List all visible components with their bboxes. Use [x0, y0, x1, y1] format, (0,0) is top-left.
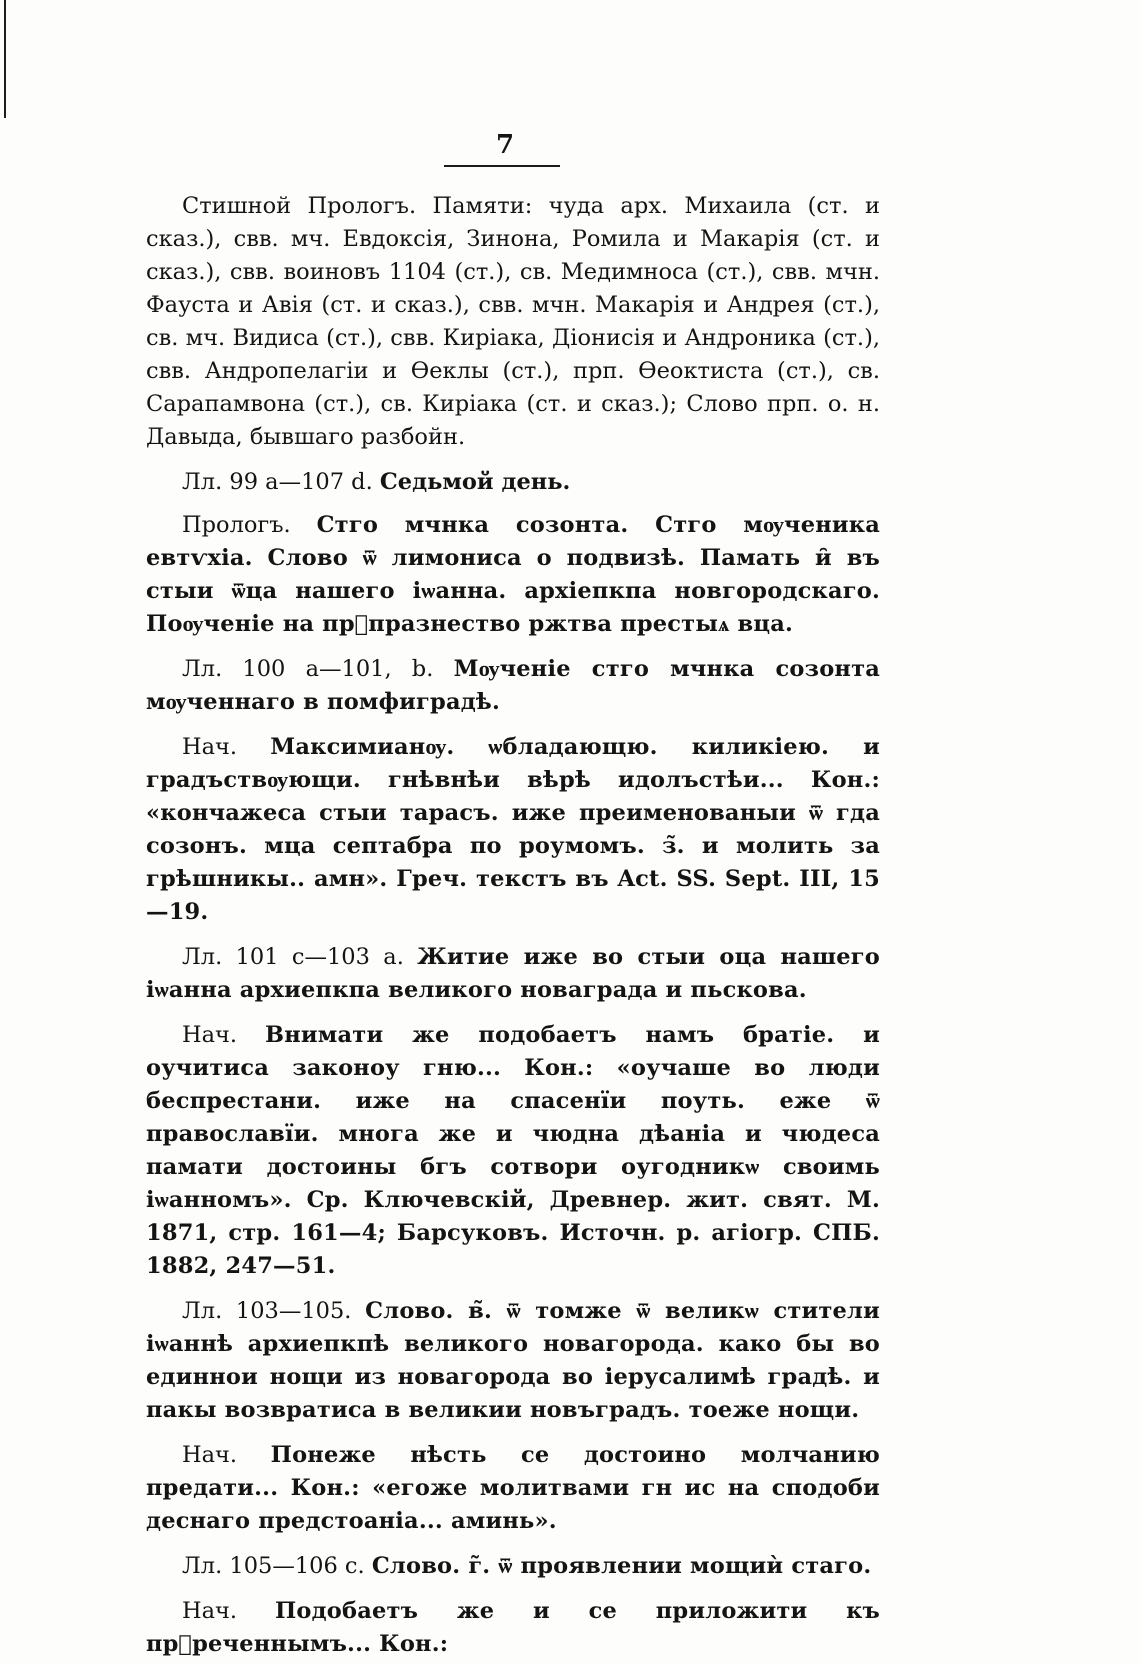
paragraph-incipit-ioann	[146, 1019, 880, 1283]
paragraph-prolog-memorials	[146, 190, 880, 454]
page-number: 7	[495, 130, 515, 160]
paragraph-folio-101-103	[146, 941, 880, 1007]
text-column	[146, 190, 880, 1665]
paragraph-text: Стго мчнка созонта. Стго мѹченика евтѵхіа. Слово ѿ лимониса о подвизѣ. Памать и̑ въ стыи ѿца нашего іѡанна. архіепкпа новгородскаго. Поѹченіе на прⷣпразнество ржтва престыѧ вца.	[146, 512, 880, 637]
paragraph-incipit-sozont	[146, 731, 880, 929]
paragraph-text: Понеже нѣсть се достоино молчанию предати... Кон.: «егоже молитвами гн ис на сподоби деснаго предстоаніа... аминь».	[146, 1442, 880, 1534]
paragraph-prolog-contents	[146, 509, 880, 641]
paragraph-text: Мѹченіе стго мчнка созонта мѹченнаго в помфиградѣ.	[146, 656, 880, 715]
paragraph-incipit-slovo	[146, 1439, 880, 1538]
paragraph-folio-103-105	[146, 1295, 880, 1427]
paragraph-text: Максимианѹ. ѡбладающю. киликіею. и градъствѹющи. гнѣвнѣи вѣрѣ идолъстѣи... Кон.: «кончажеса стыи тарасъ. иже преименованыи ѿ гда созонъ. мца септабра по роумомъ. з̃. и молить за грѣшникы.. амн». Греч. текстъ въ Act. SS. Sept. III, 15—19.	[146, 734, 880, 925]
paragraph-text: Седьмой день.	[379, 469, 571, 495]
binding-edge-line	[4, 0, 6, 118]
paragraph-lead: Нач.	[182, 1442, 238, 1468]
paragraph-lead: Нач.	[182, 1022, 238, 1048]
paragraph-lead: Нач.	[182, 1598, 238, 1624]
paragraph-text: Стишной Прологъ. Памяти: чуда арх. Михаила (ст. и сказ.), свв. мч. Евдоксія, Зинона, Ромила и Макарія (ст. и сказ.), свв. воиновъ 1104 (ст.), св. Медимноса (ст.), свв. мчн. Фауста и Авія (ст. и сказ.), свв. мчн. Макарія и Андрея (ст.), св. мч. Видиса (ст.), свв. Киріака, Діонисія и Андроника (ст.), свв. Андропелагіи и Өеклы (ст.), прп. Өеоктиста (ст.), св. Сарапамвона (ст.), св. Киріака (ст. и сказ.); Слово прп. о. н. Давыда, бывшаго разбойн.	[146, 193, 880, 450]
paragraph-text: Слово. в̃. ѿ томже ѿ великѡ стители іѡаннѣ архиепкпѣ великого новагорода. како бы во единнои нощи из новагорода во іерусалимѣ градѣ. и пакы возвратиса в великии новъградъ. тоеже нощи.	[146, 1298, 881, 1423]
paragraph-lead: Лл. 105—106 c.	[182, 1553, 365, 1579]
page-number-rule	[444, 165, 560, 167]
paragraph-lead: Лл. 103—105.	[182, 1298, 352, 1324]
paragraph-lead: Лл. 100 a—101, b.	[182, 656, 434, 682]
paragraph-text: Подобаетъ же и се приложити къ прⷣреченнымъ... Кон.:	[146, 1598, 880, 1657]
paragraph-folio-105-106	[146, 1550, 880, 1583]
paragraph-incipit-final	[146, 1595, 880, 1661]
paragraph-folio-99-107	[146, 466, 880, 499]
paragraph-lead: Лл. 99 a—107 d.	[182, 469, 373, 495]
paragraph-folio-100-101	[146, 653, 880, 719]
paragraph-text: Внимати же подобаетъ намъ братіе. и оучитиса законоу гню... Кон.: «оучаше во люди беспрестани. иже на спасенїи поуть. еже ѿ православїи. многа же и чюдна дѣаніа и чюдеса памати достоины бгъ сотвори оугодникѡ своимь іѡанномъ». Ср. Ключевскій, Древнер. жит. свят. М. 1871, стр. 161—4; Барсуковъ. Источн. р. агіогр. СПБ. 1882, 247—51.	[146, 1022, 880, 1279]
paragraph-text: Житие иже во стыи оца нашего іѡанна архиепкпа великого новаграда и пьскова.	[146, 944, 881, 1003]
paragraph-lead: Нач.	[182, 734, 238, 760]
paragraph-lead: Прологъ.	[182, 512, 291, 538]
paragraph-lead: Лл. 101 c—103 a.	[182, 944, 404, 970]
paragraph-text: Слово. г̃. ѿ проявлении мощиѝ стаго.	[371, 1553, 872, 1579]
